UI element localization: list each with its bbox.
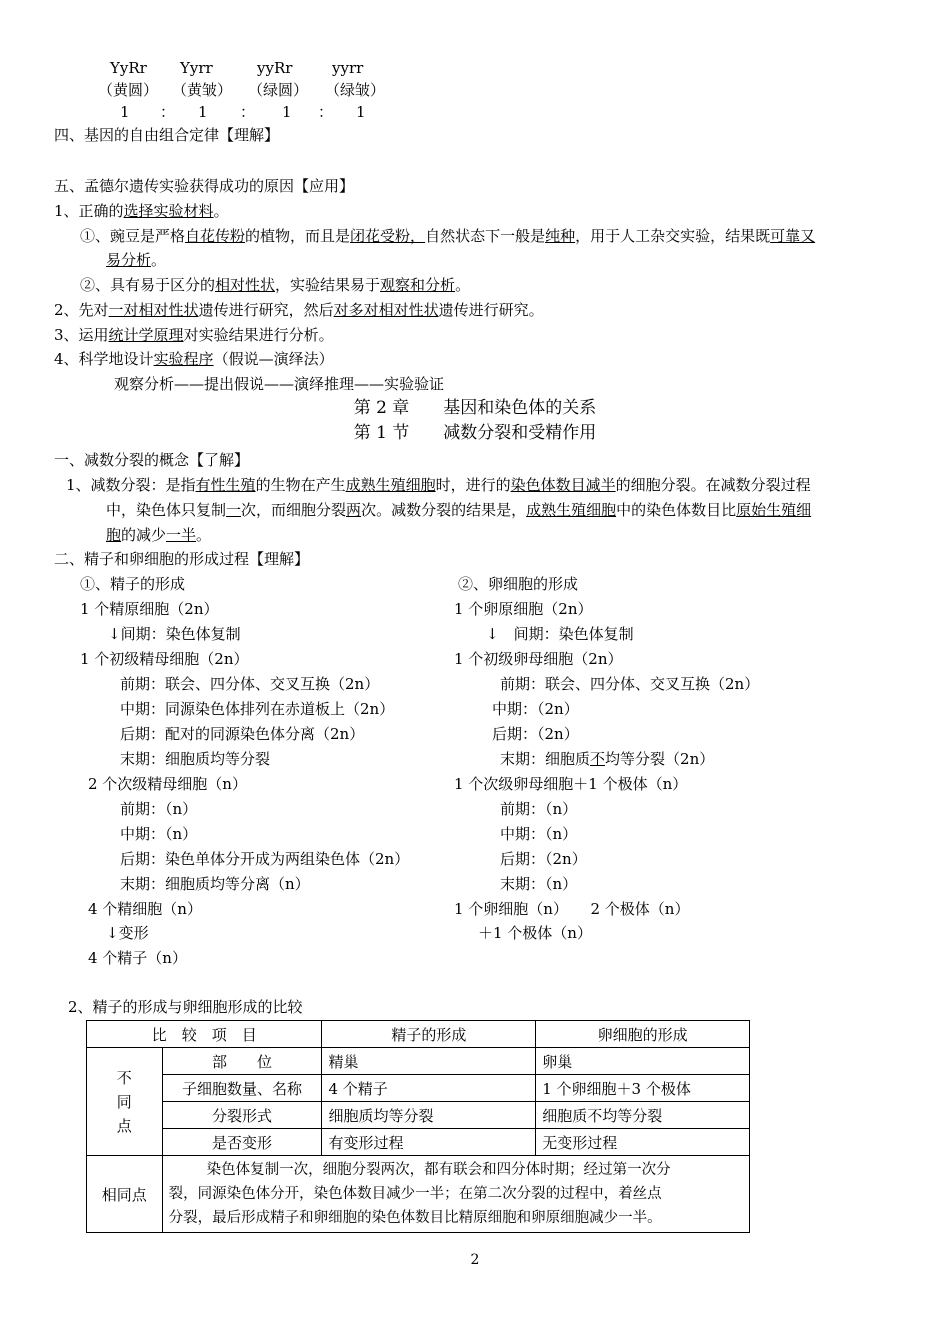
comparison-title: 2、精子的形成与卵细胞形成的比较 [68,998,303,1016]
text: ，用于人工杂交实验，结果既 [575,227,771,245]
text: ①、豌豆是严格 [80,227,186,245]
egg-title: ②、卵细胞的形成 [458,575,579,593]
text: 的细胞分裂。在减数分裂过程 [615,476,811,494]
row-label: 部 位 [162,1048,322,1075]
phenotype-2: （黄皱） [172,81,233,99]
text: 。 [213,202,229,220]
text: 遗传进行研究，然后 [198,301,334,319]
text: 点 [116,1116,132,1135]
text: 1、正确的 [54,202,124,220]
text: 的植物，而且是 [245,227,351,245]
cell: 1 个卵细胞＋3 个极体 [536,1075,750,1102]
method-steps: 观察分析——提出假说——演绎推理——实验验证 [114,375,445,393]
ratio-sep-2: ： [240,103,256,121]
sperm-title: ①、精子的形成 [80,575,186,593]
sperm-step: 后期：配对的同源染色体分离（2n） [120,725,365,743]
text: 2、先对 [54,301,109,319]
underlined-text: 染色体数目减半 [510,476,616,494]
table-row [87,1048,750,1075]
text: 时，进行的 [435,476,511,494]
reason-1-2 [80,275,470,295]
underlined-text: 闭花受粉， [350,227,426,245]
sperm-step: 中期：同源染色体排列在赤道板上（2n） [120,700,395,718]
ratio-3: 1 [282,103,292,121]
cell: 卵巢 [536,1048,750,1075]
text: 中的染色体数目比 [616,501,737,519]
underlined-text: 成熟生殖细胞 [526,501,617,519]
cell: 4 个精子 [322,1075,536,1102]
text: 染色体复制一次，细胞分裂两次，都有联会和四分体时期；经过第一次分 [206,1162,671,1178]
header-egg: 卵细胞的形成 [536,1021,750,1048]
underlined-text: 可靠又 [770,227,816,245]
egg-step: 中期：（n） [500,825,578,843]
ratio-sep-3: ： [318,103,334,121]
underlined-text: 一 [226,501,242,519]
row-label: 子细胞数量、名称 [162,1075,322,1102]
text: 均等分裂（2n） [605,750,715,768]
sperm-step: 末期：细胞质均等分裂 [120,750,271,768]
sperm-step: 前期：（n） [120,800,198,818]
reason-4 [54,349,334,369]
formation-heading: 二、精子和卵细胞的形成过程【理解】 [54,550,310,568]
cell: 无变形过程 [536,1129,750,1156]
underlined-text: 选择实验材料 [123,202,214,220]
ratio-2: 1 [198,103,208,121]
page-number: 2 [470,1252,480,1268]
underlined-text: 观察和分析 [380,276,456,294]
text: ，实验结果易于 [275,276,381,294]
same-label: 相同点 [87,1156,163,1233]
table-row-same [87,1156,750,1233]
text: 同 [116,1092,132,1111]
egg-step: 1 个初级卵母细胞（2n） [454,650,623,668]
egg-step-telophase [500,749,714,769]
egg-step: 前期：联会、四分体、交叉互换（2n） [500,675,760,693]
table-row [87,1075,750,1102]
text: 遗传进行研究。 [438,301,544,319]
egg-step: 1 个卵细胞（n） 2 个极体（n） [454,900,690,918]
underlined-text: 一半 [166,526,197,544]
egg-step: 后期：（2n） [492,725,579,743]
sperm-step: 前期：联会、四分体、交叉互换（2n） [120,675,380,693]
reason-1-1-cont [106,250,166,270]
ratio-4: 1 [356,103,366,121]
text: 次，而细胞分裂 [241,501,347,519]
genotype-yyrr-4: yyrr [332,59,364,77]
underlined-text: 原始生殖细 [736,501,812,519]
egg-step: 后期：（2n） [500,850,587,868]
table-header-row [87,1021,750,1048]
underlined-text: 易分析 [106,251,152,269]
text: 对实验结果进行分析。 [183,326,334,344]
reason-1 [54,201,229,221]
underlined-text: 一对相对性状 [108,301,199,319]
reason-1-1 [80,226,815,246]
egg-step: 1 个卵原细胞（2n） [454,600,593,618]
sperm-step: ↓变形 [106,924,149,942]
sperm-step: ↓间期：染色体复制 [108,625,241,643]
underlined-text: 胞 [106,526,122,544]
underlined-text: 两 [346,501,362,519]
genotype-yyrr-2: Yyrr [180,59,213,77]
sperm-step: 1 个精原细胞（2n） [80,600,219,618]
underlined-text: 有性生殖 [195,476,256,494]
underlined-text: 相对性状 [215,276,276,294]
row-label: 分裂形式 [162,1102,322,1129]
text: 次。减数分裂的结果是， [361,501,527,519]
egg-step: ＋1 个极体（n） [478,924,592,942]
ratio-1: 1 [120,103,130,121]
text: 4、科学地设计 [54,350,154,368]
same-text [162,1156,749,1233]
text: 不 [116,1068,132,1087]
row-label: 是否变形 [162,1129,322,1156]
genotype-yyrr-3: yyRr [257,59,293,77]
meiosis-concept-heading: 一、减数分裂的概念【了解】 [54,451,250,469]
text: 1、减数分裂：是指 [66,476,196,494]
underlined-text: 不 [590,750,606,768]
underlined-text: 自花传粉 [185,227,246,245]
text: 的减少 [121,526,167,544]
header-sperm: 精子的形成 [322,1021,536,1048]
cell: 精巢 [322,1048,536,1075]
table-row [87,1102,750,1129]
phenotype-4: （绿皱） [325,81,386,99]
comparison-table [86,1020,750,1233]
ratio-sep-1: ： [160,103,176,121]
text: 。 [151,251,167,269]
text: 3、运用 [54,326,109,344]
text: 的生物在产生 [255,476,346,494]
underlined-text: 成熟生殖细胞 [345,476,436,494]
sperm-step: 1 个初级精母细胞（2n） [80,650,249,668]
text: 分裂，最后形成精子和卵细胞的染色体数目比精原细胞和卵原细胞减少一半。 [168,1210,662,1226]
cell: 有变形过程 [322,1129,536,1156]
text: 裂，同源染色体分开，染色体数目减少一半；在第二次分裂的过程中，着丝点 [168,1186,662,1202]
text: ②、具有易于区分的 [80,276,216,294]
section-5-heading: 五、孟德尔遗传实验获得成功的原因【应用】 [54,177,355,195]
text: （假说—演绎法） [213,350,334,368]
phenotype-3: （绿圆） [248,81,309,99]
sperm-step: 4 个精子（n） [88,949,187,967]
egg-step: 末期：（n） [500,875,578,893]
underlined-text: 统计学原理 [108,326,184,344]
meiosis-def-line1 [66,475,811,495]
egg-step: 前期：（n） [500,800,578,818]
table-row [87,1129,750,1156]
meiosis-def-line2 [106,500,811,520]
text: 。 [455,276,471,294]
section-title: 第 1 节 减数分裂和受精作用 [353,423,597,443]
underlined-text: 实验程序 [153,350,214,368]
text: 中，染色体只复制 [106,501,227,519]
sperm-step: 末期：细胞质均等分离（n） [120,875,310,893]
underlined-text: 纯种 [545,227,576,245]
cell: 细胞质均等分裂 [322,1102,536,1129]
meiosis-def-line3 [106,525,211,545]
cell: 细胞质不均等分裂 [536,1102,750,1129]
section-4-heading: 四、基因的自由组合定律【理解】 [54,126,280,144]
text: 末期：细胞质 [500,750,591,768]
sperm-step: 2 个次级精母细胞（n） [88,775,247,793]
reason-2 [54,300,544,320]
underlined-text: 对多对相对性状 [333,301,439,319]
difference-label [87,1048,163,1156]
sperm-step: 4 个精细胞（n） [88,900,202,918]
egg-step: ↓ 间期：染色体复制 [486,625,634,643]
header-item: 比 较 项 目 [87,1021,322,1048]
genotype-yyrr-1: YyRr [110,59,147,77]
egg-step: 1 个次级卵母细胞＋1 个极体（n） [454,775,688,793]
sperm-step: 后期：染色单体分开成为两组染色体（2n） [120,850,410,868]
chapter-title: 第 2 章 基因和染色体的关系 [353,398,597,418]
text: 自然状态下一般是 [425,227,546,245]
text: 。 [196,526,212,544]
reason-3 [54,325,334,345]
sperm-step: 中期：（n） [120,825,198,843]
egg-step: 中期：（2n） [492,700,579,718]
phenotype-1: （黄圆） [98,81,159,99]
